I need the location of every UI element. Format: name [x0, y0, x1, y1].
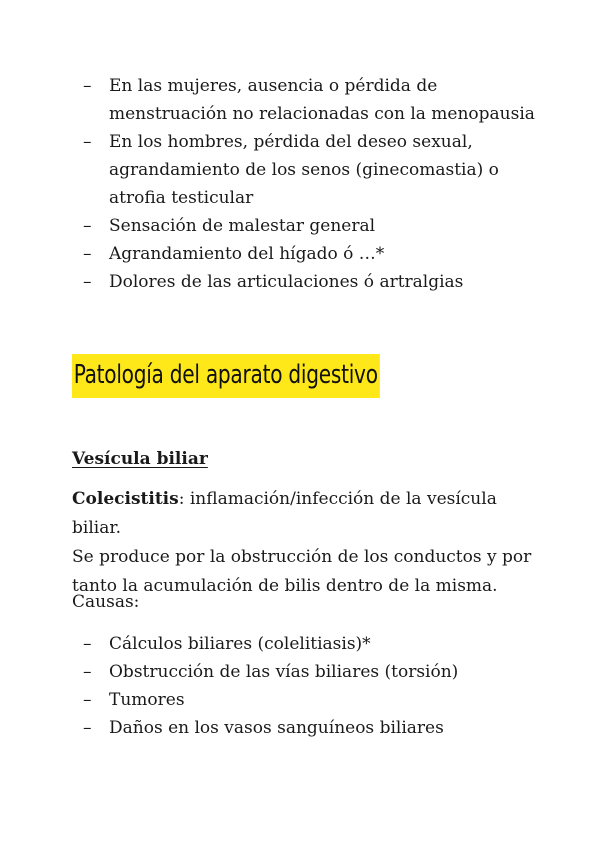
list-item-text-line: En los hombres, pérdida del deseo sexual, [109, 132, 473, 152]
list-item-text: Tumores [109, 690, 185, 710]
list-item [72, 686, 542, 714]
dash-bullet: – [83, 132, 92, 152]
dash-bullet: – [83, 76, 92, 96]
causes-label: Causas: [72, 592, 140, 612]
list-item-text-line: Sensación de malestar general [109, 216, 376, 236]
definition-paragraph [72, 485, 542, 601]
dash-bullet: – [83, 718, 92, 738]
list-item [72, 212, 542, 240]
symptoms-list [72, 72, 542, 296]
list-item-text-line: menstruación no relacionadas con la menopausia [109, 104, 535, 124]
list-item [72, 240, 542, 268]
list-item-text-line: atrofia testicular [109, 188, 254, 208]
section-title: Patología del aparato digestivo [72, 354, 379, 398]
definition-text-line: Se produce por la obstrucción de los conductos y por [72, 547, 532, 567]
subsection-heading: Vesícula biliar [72, 449, 208, 469]
dash-bullet: – [83, 662, 92, 682]
dash-bullet: – [83, 634, 92, 654]
list-item-text-line: En las mujeres, ausencia o pérdida de [109, 76, 438, 96]
list-item [72, 658, 542, 686]
dash-bullet: – [83, 272, 92, 292]
definition-text-line: tanto la acumulación de bilis dentro de la misma. [72, 576, 498, 596]
dash-bullet: – [83, 244, 92, 264]
dash-bullet: – [83, 216, 92, 236]
list-item [72, 630, 542, 658]
list-item-text: Obstrucción de las vías biliares (torsión) [109, 662, 459, 682]
definition-text-line: : inflamación/infección de la vesícula biliar. [72, 489, 497, 538]
list-item [72, 714, 542, 742]
list-item-text-line: Agrandamiento del hígado ó …* [109, 244, 385, 264]
list-item [72, 72, 542, 128]
definition-term: Colecistitis [72, 489, 179, 509]
list-item [72, 128, 542, 212]
list-item-text: Cálculos biliares (colelitiasis)* [109, 634, 371, 654]
list-item-text-line: Dolores de las articulaciones ó artralgias [109, 272, 464, 292]
causes-list [72, 630, 542, 742]
dash-bullet: – [83, 690, 92, 710]
list-item [72, 268, 542, 296]
list-item-text-line: agrandamiento de los senos (ginecomastia) o [109, 160, 499, 180]
list-item-text: Daños en los vasos sanguíneos biliares [109, 718, 444, 738]
